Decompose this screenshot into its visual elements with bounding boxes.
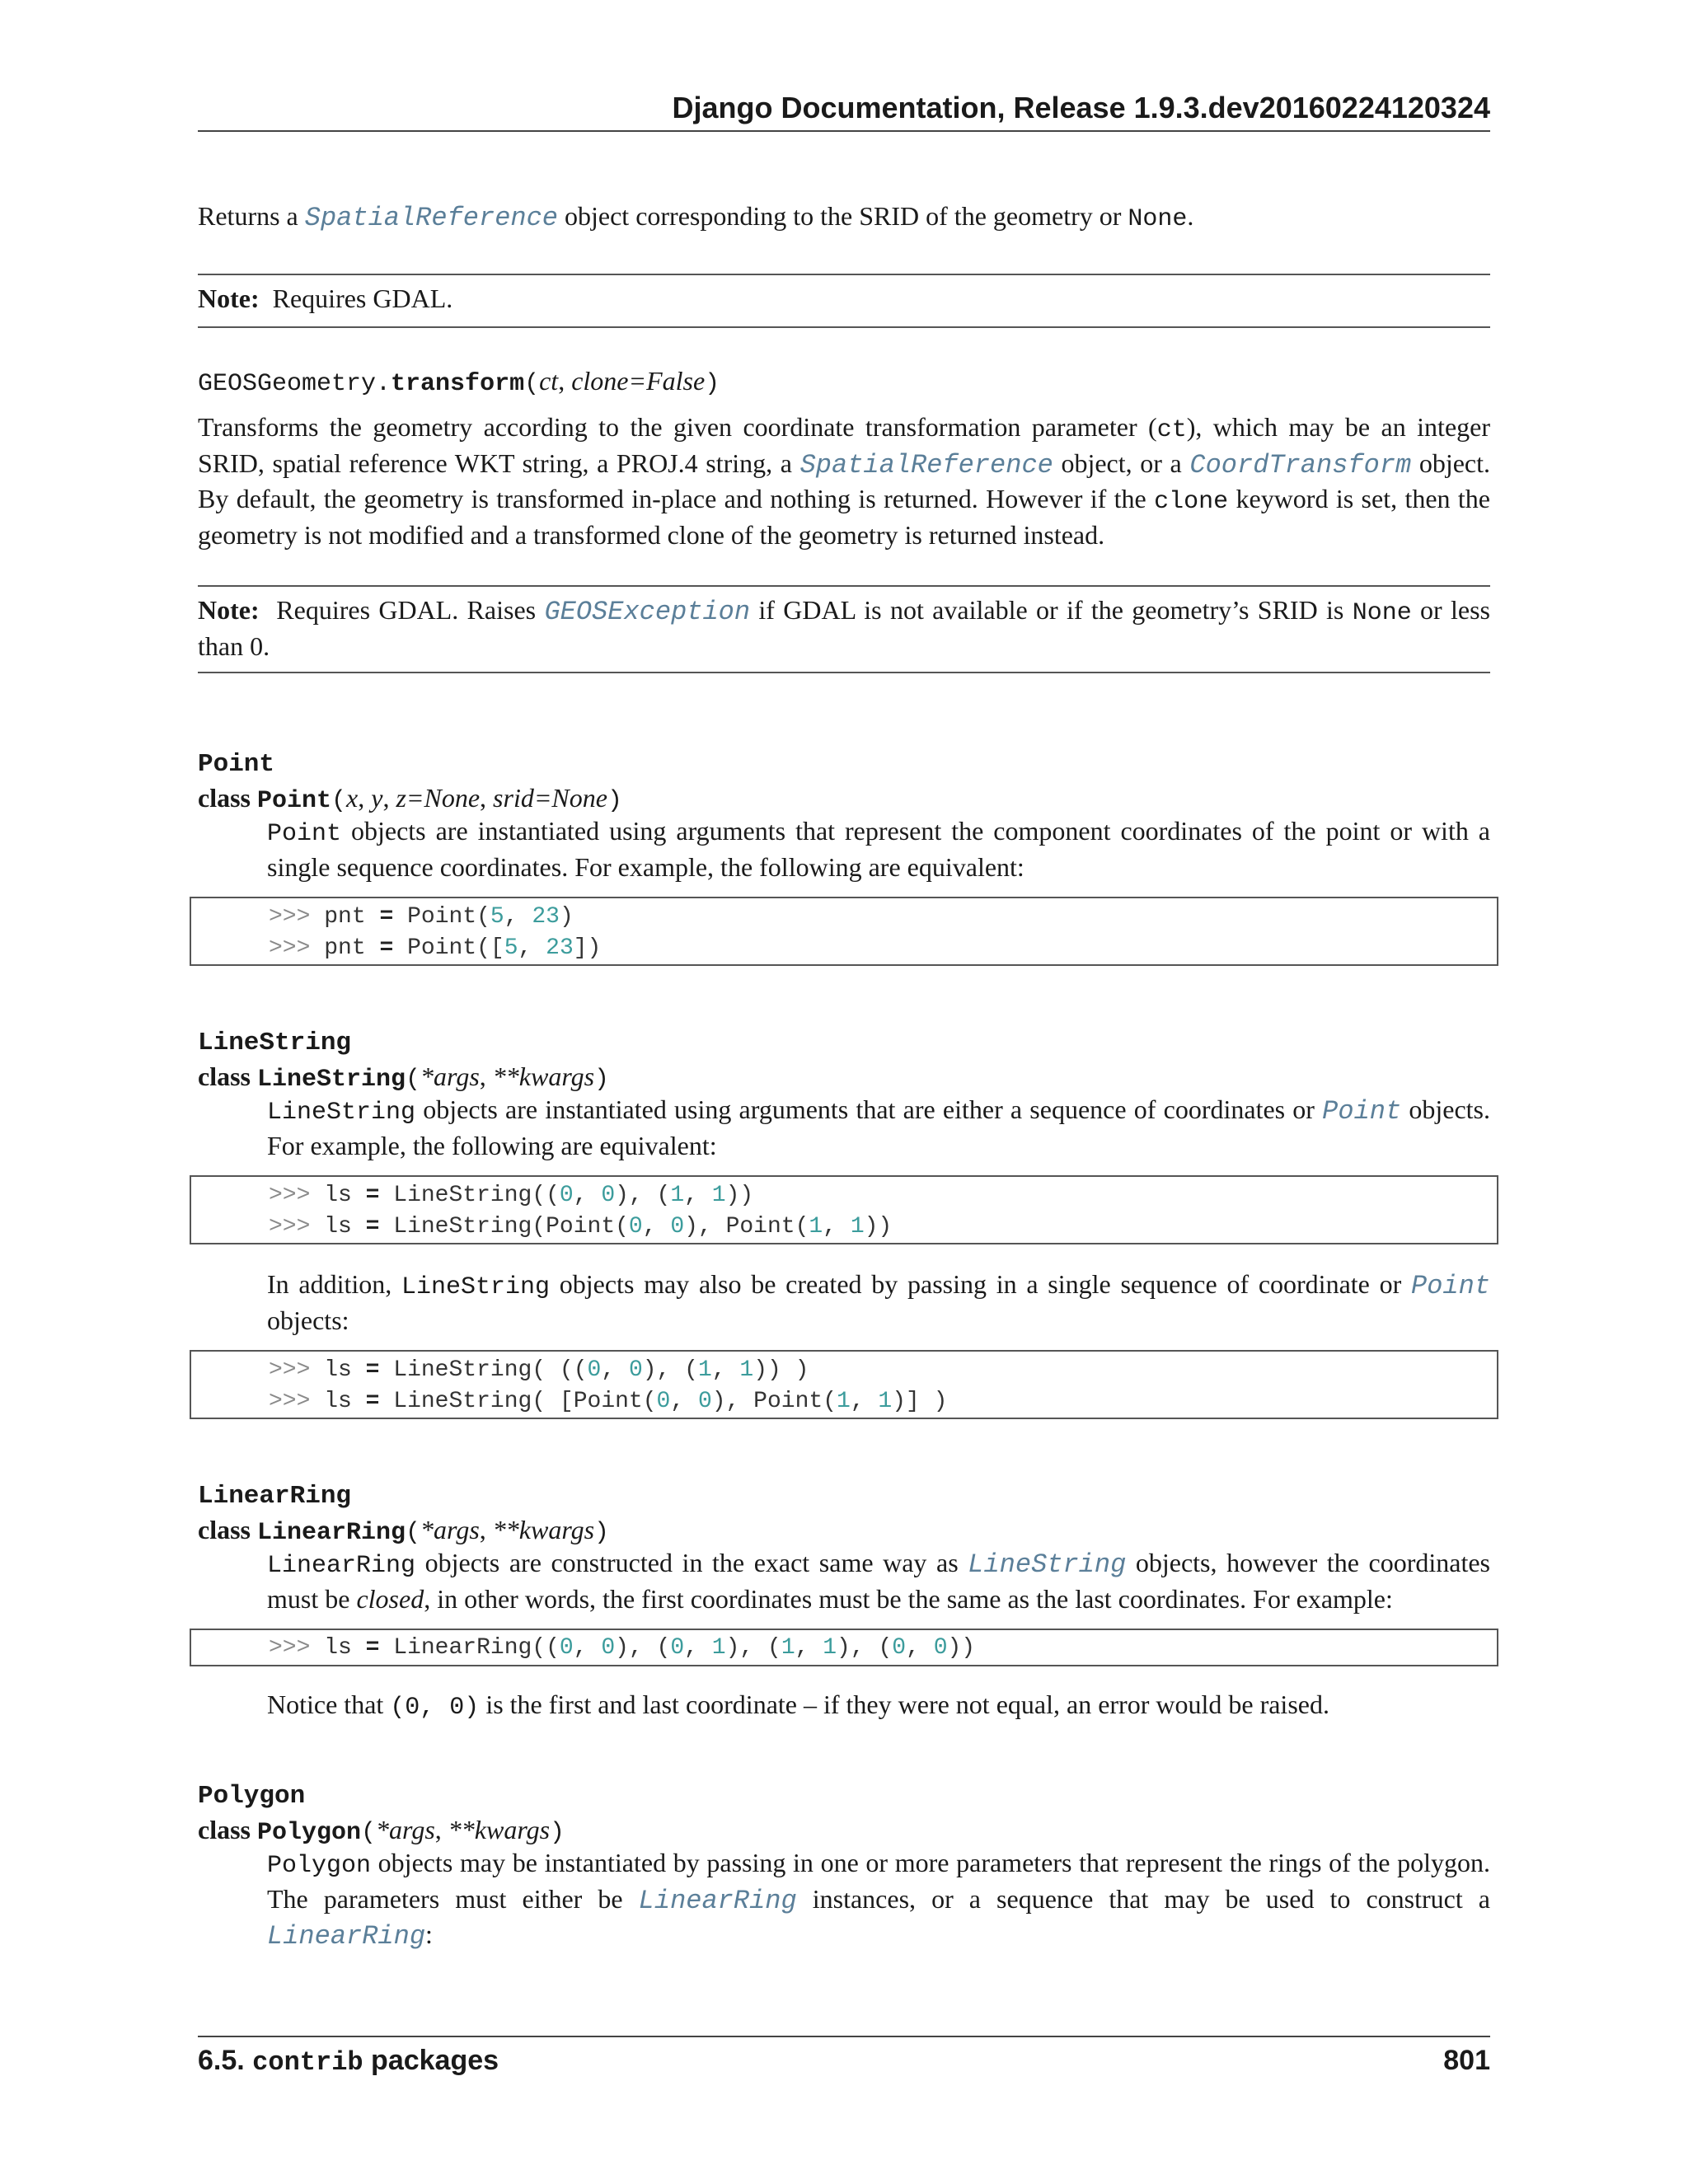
linestring-additional-description: In addition, LineString objects may also be created by passing in a single sequence of coordinate or Point objects: — [267, 1269, 1491, 1335]
point-code-block — [190, 897, 1498, 966]
linearring-code-block — [190, 1629, 1498, 1666]
linearring-link-2[interactable]: LinearRing — [267, 1921, 426, 1952]
srs-description: Returns a SpatialReference object corresponding to the SRID of the geometry or None. — [198, 201, 1194, 233]
note2-top-rule — [198, 585, 1490, 587]
note-raises-geosexception: Note: Requires GDAL. Raises GEOSException if GDAL is not available or if the geometry’s SRID is None or less than 0. — [198, 595, 1491, 661]
linestring-code-block-2 — [190, 1350, 1498, 1419]
code-line: >>> ls = LineString(Point(0, 0), Point(1, 1)) — [269, 1214, 893, 1240]
note1-top-rule — [198, 274, 1490, 275]
polygon-description: Polygon objects may be instantiated by passing in one or more parameters that represent the rings of the polygon. The parameters must either be LinearRing instances, or a sequence that may be used to construct a LinearRing: — [267, 1848, 1491, 1952]
linestring-section-heading: LineString — [198, 1029, 352, 1057]
point-link[interactable]: Point — [1322, 1096, 1402, 1127]
polygon-section-heading: Polygon — [198, 1782, 306, 1811]
linestring-class-signature: class LineString(*args, **kwargs) — [198, 1062, 610, 1094]
footer-rule — [198, 2036, 1490, 2037]
point-section-heading: Point — [198, 750, 275, 779]
page-number: 801 — [1443, 2045, 1490, 2076]
geosexception-link[interactable]: GEOSException — [544, 597, 751, 627]
linearring-section-heading: LinearRing — [198, 1482, 352, 1511]
linearring-link[interactable]: LinearRing — [638, 1886, 797, 1916]
footer-section-title: 6.5. contrib packages — [198, 2045, 499, 2078]
transform-signature: GEOSGeometry.transform(ct, clone=False) — [198, 366, 720, 398]
transform-description: Transforms the geometry according to the given coordinate transformation parameter (ct), which may be an integer SRID, spatial reference WKT string, a PROJ.4 string, a SpatialReference object, or a CoordTransform object. By default, the geometry is transformed in-place and nothing is returned. However if the clone keyword is set, then the geometry is not modified and a transformed clone of the geometry is returned instead. — [198, 412, 1491, 550]
linearring-description: LinearRing objects are constructed in the exact same way as LineString objects, however the coordinates must be closed, in other words, the first coordinates must be the same as the last coordinates. For example: — [267, 1548, 1491, 1614]
code-line: >>> ls = LinearRing((0, 0), (0, 1), (1, 1), (0, 0)) — [269, 1635, 976, 1661]
linestring-code-block-1 — [190, 1175, 1498, 1244]
header-rule — [198, 130, 1490, 132]
point-description: Point objects are instantiated using arguments that represent the component coordinates of the point or with a single sequence coordinates. For example, the following are equivalent: — [267, 816, 1490, 882]
note-requires-gdal: Note: Requires GDAL. — [198, 284, 453, 313]
point-link-2[interactable]: Point — [1411, 1271, 1491, 1301]
transform-method-name: transform — [391, 370, 525, 398]
linestring-description: LineString objects are instantiated using arguments that are either a sequence of coordinates or Point objects. For example, the following are equivalent: — [267, 1094, 1491, 1160]
page-header-title: Django Documentation, Release 1.9.3.dev20160224120324 — [672, 91, 1490, 124]
code-line: >>> ls = LineString( ((0, 0), (1, 1)) ) — [269, 1357, 809, 1383]
point-class-signature: class Point(x, y, z=None, srid=None) — [198, 783, 622, 815]
code-line: >>> ls = LineString( [Point(0, 0), Point(1, 1)] ) — [269, 1389, 948, 1414]
note2-bottom-rule — [198, 672, 1490, 673]
note-label: Note: — [198, 284, 260, 313]
polygon-class-signature: class Polygon(*args, **kwargs) — [198, 1815, 565, 1847]
code-line: >>> pnt = Point([5, 23]) — [269, 935, 602, 961]
spatialreference-link-2[interactable]: SpatialReference — [799, 450, 1053, 480]
coordtransform-link[interactable]: CoordTransform — [1189, 450, 1412, 480]
spatialreference-link[interactable]: SpatialReference — [304, 203, 558, 233]
linestring-link[interactable]: LineString — [968, 1549, 1127, 1580]
note1-bottom-rule — [198, 326, 1490, 328]
code-line: >>> pnt = Point(5, 23) — [269, 904, 574, 930]
linearring-class-signature: class LinearRing(*args, **kwargs) — [198, 1515, 610, 1547]
code-line: >>> ls = LineString((0, 0), (1, 1)) — [269, 1183, 754, 1208]
linearring-notice: Notice that (0, 0) is the first and last coordinate – if they were not equal, an error would be raised. — [267, 1690, 1329, 1722]
